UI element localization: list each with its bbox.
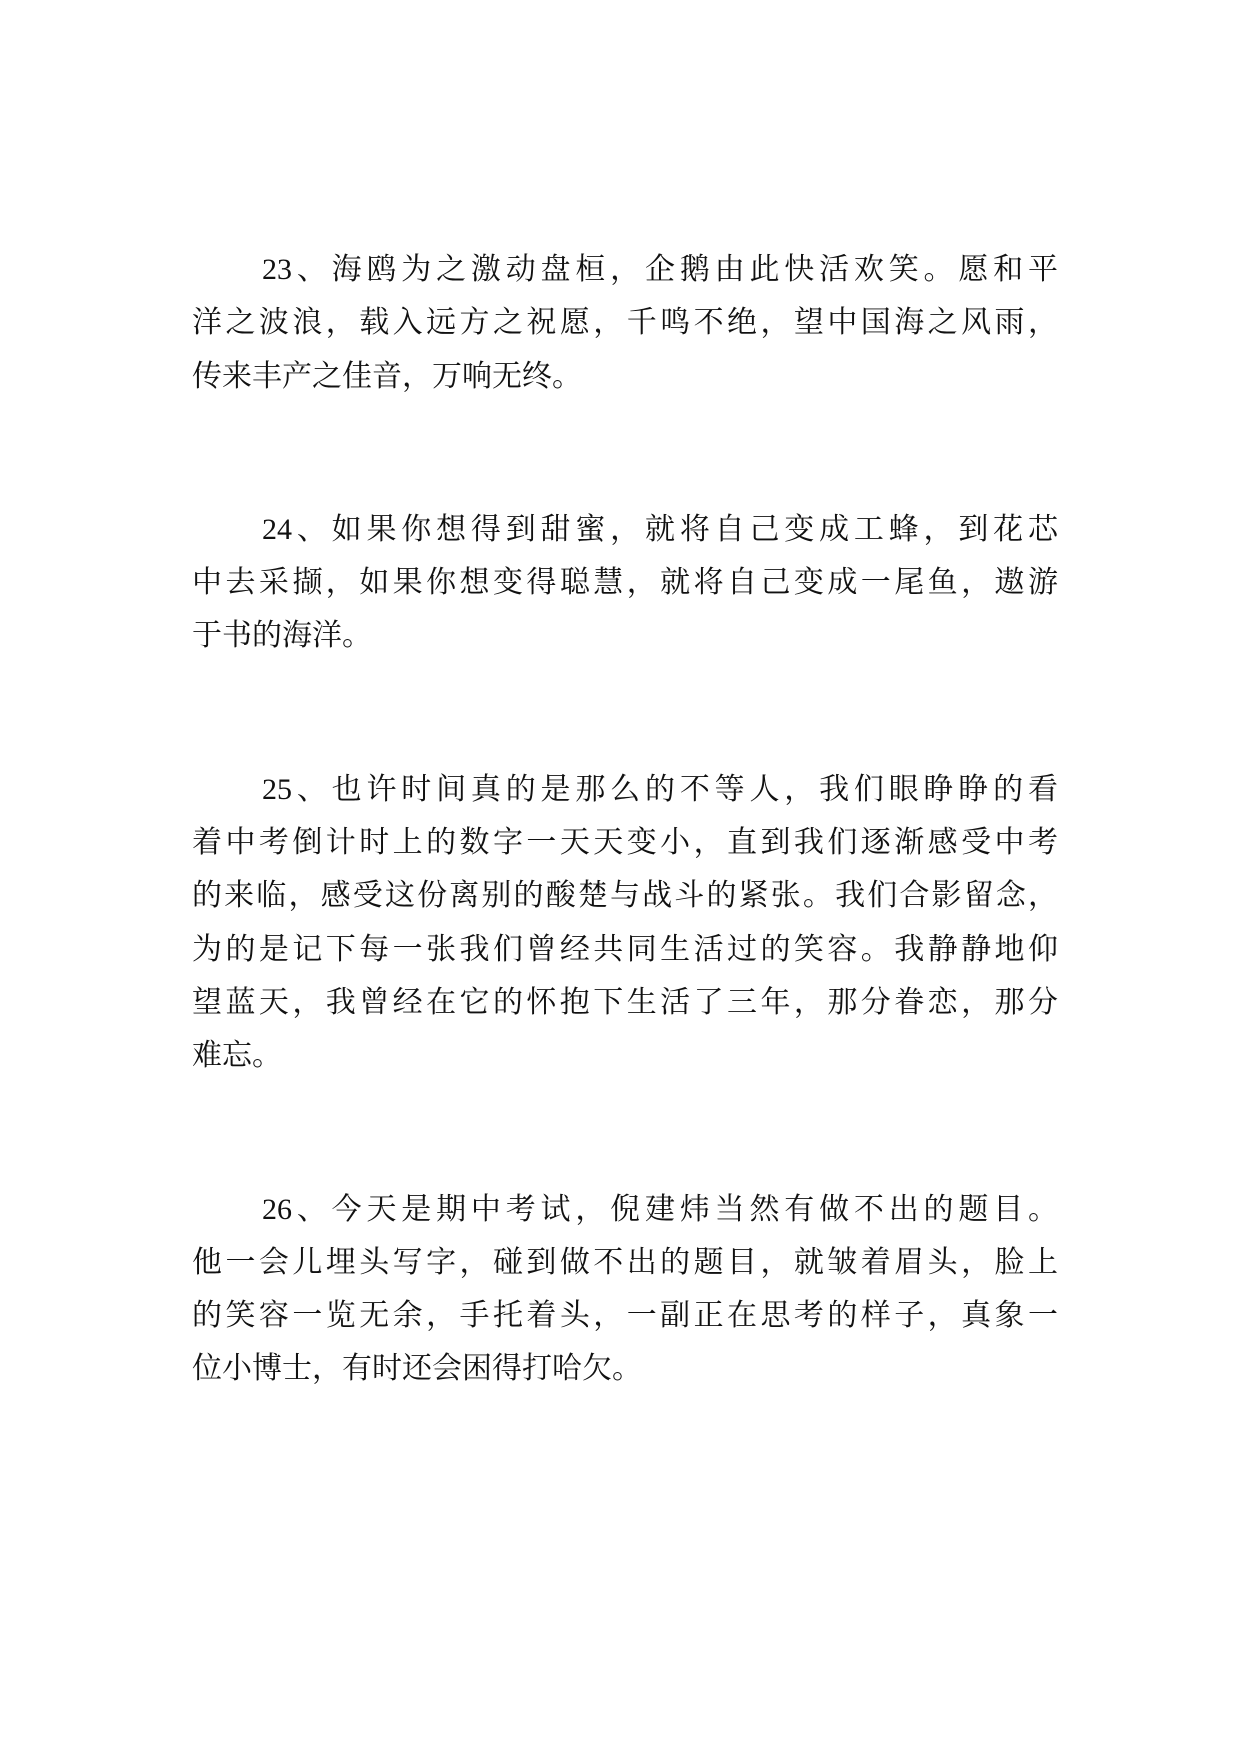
paragraph-25 — [192, 763, 1058, 1083]
paragraph-23 — [192, 243, 1058, 403]
paragraph-line: 的笑容一览无余，手托着头，一副正在思考的样子，真象一 — [192, 1299, 1058, 1333]
paragraph-line: 26、今天是期中考试，倪建炜当然有做不出的题目。 — [262, 1192, 1058, 1226]
paragraph-line: 难忘。 — [192, 1039, 282, 1073]
paragraph-line: 位小博士，有时还会困得打哈欠。 — [192, 1352, 642, 1386]
paragraph-line: 着中考倒计时上的数字一天天变小，直到我们逐渐感受中考 — [192, 826, 1058, 860]
paragraph-line: 24、如果你想得到甜蜜，就将自己变成工蜂，到花芯 — [262, 512, 1058, 546]
paragraph-line: 23、海鸥为之激动盘桓，企鹅由此快活欢笑。愿和平 — [262, 253, 1058, 286]
paragraph-line: 望蓝天，我曾经在它的怀抱下生活了三年，那分眷恋，那分 — [192, 985, 1058, 1019]
paragraph-24 — [192, 503, 1058, 663]
paragraph-line: 洋之波浪，载入远方之祝愿，千鸣不绝，望中国海之风雨， — [192, 306, 1058, 340]
paragraph-line: 25、也许时间真的是那么的不等人，我们眼睁睁的看 — [262, 772, 1058, 806]
paragraph-line: 他一会儿埋头写字，碰到做不出的题目，就皱着眉头，脸上 — [192, 1245, 1058, 1279]
document-body — [192, 243, 1058, 1496]
paragraph-line: 为的是记下每一张我们曾经共同生活过的笑容。我静静地仰 — [192, 932, 1058, 966]
paragraph-line: 传来丰产之佳音，万响无终。 — [192, 359, 582, 393]
paragraph-line: 中去采撷，如果你想变得聪慧，就将自己变成一尾鱼，遨游 — [192, 566, 1058, 600]
paragraph-line: 的来临，感受这份离别的酸楚与战斗的紧张。我们合影留念， — [192, 879, 1058, 913]
paragraph-26 — [192, 1183, 1058, 1396]
paragraph-line: 于书的海洋。 — [192, 619, 372, 653]
